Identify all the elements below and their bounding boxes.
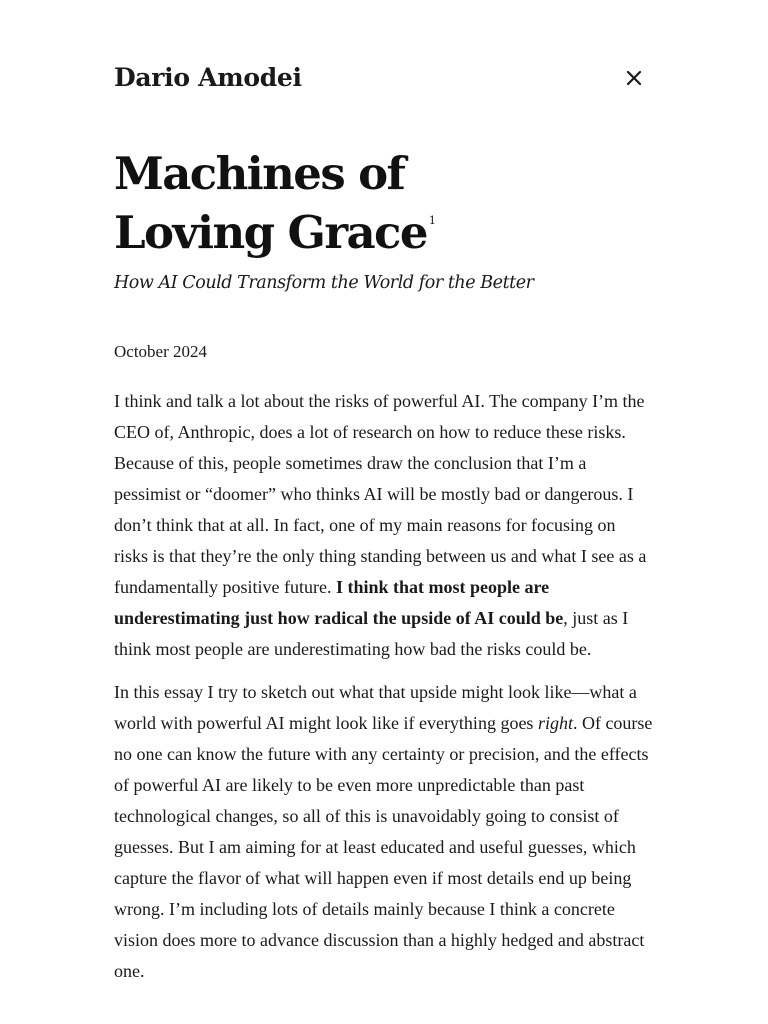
paragraph-2-text-a: In this essay I try to sketch out what that upside might look like—what a world with powerful AI might look like if everything goes [114,682,637,733]
paragraph-2-italic: right [537,713,573,733]
article [114,146,654,987]
close-icon [626,70,642,86]
page-subtitle: How AI Could Transform the World for the Better [114,273,534,293]
page-title [114,146,654,260]
paragraph-1-bold: I think that most people are underestimating just how radical the upside of AI could be [114,577,564,628]
site-header [114,58,654,98]
close-button[interactable] [620,64,648,92]
paragraph-2 [114,677,654,987]
title-line-2: Loving Grace [114,206,427,259]
title-line-1: Machines of [114,147,405,200]
paragraph-2-text-b: . Of course no one can know the future with any certainty or precision, and the effects of powerful AI are likely to be even more unpredictable than past technological changes, so all of this is unavoidably going to consist of guesses. But I am aiming for at least educated and useful guesses, which capture the flavor of what will happen even if most details end up being wrong. I’m including lots of details mainly because I think a concrete vision does more to advance discussion than a highly hedged and abstract one. [114,713,653,981]
site-title-link[interactable]: Dario Amodei [114,63,302,92]
paragraph-1-text-b: , just as I think most people are underestimating how bad the risks could be. [114,608,629,659]
paragraph-1-text-a: I think and talk a lot about the risks of powerful AI. The company I’m the CEO of, Anthropic, does a lot of research on how to reduce these risks. Because of this, people sometimes draw the conclusion that I’m a pessimist or “doomer” who thinks AI will be mostly bad or dangerous. I don’t think that at all. In fact, one of my main reasons for focusing on risks is that they’re the only thing standing between us and what I see as a fundamentally positive future. [114,391,647,597]
footnote-link[interactable]: 1 [428,214,436,227]
paragraph-1 [114,386,654,665]
publish-date: October 2024 [114,342,208,361]
